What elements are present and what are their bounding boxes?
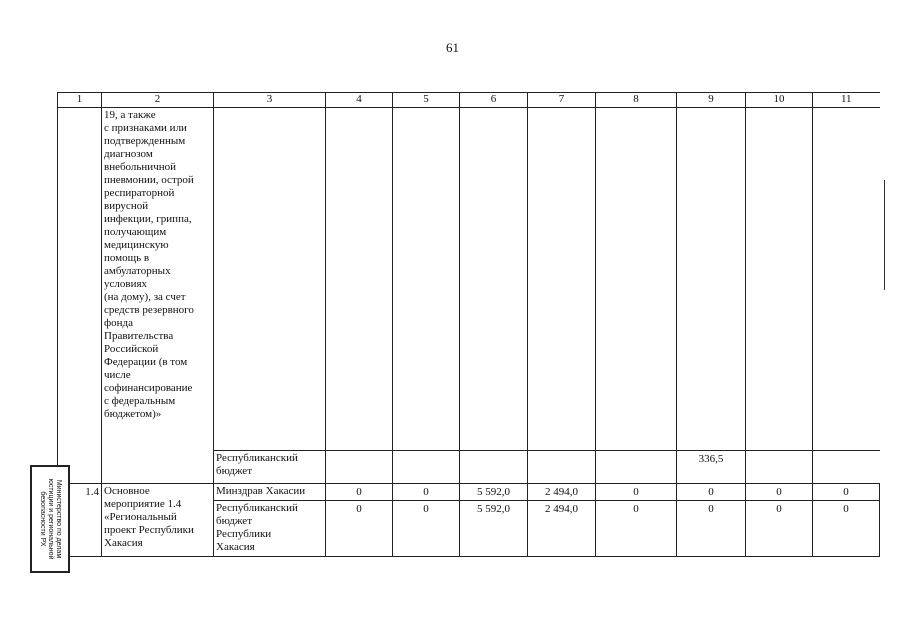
budget-table xyxy=(57,92,880,557)
value-cell xyxy=(677,108,746,451)
page-number: 61 xyxy=(446,40,459,55)
header-cell: 7 xyxy=(528,93,596,108)
header-cell: 5 xyxy=(393,93,460,108)
value-cell: 5 592,0 xyxy=(460,501,528,557)
value-cell xyxy=(813,108,880,451)
header-cell: 2 xyxy=(102,93,214,108)
header-cell: 3 xyxy=(214,93,326,108)
value-cell xyxy=(596,108,677,451)
header-cell: 8 xyxy=(596,93,677,108)
header-cell: 4 xyxy=(326,93,393,108)
value-cell xyxy=(528,451,596,484)
value-cell: 5 592,0 xyxy=(460,484,528,501)
value-cell xyxy=(746,108,813,451)
header-cell: 10 xyxy=(746,93,813,108)
measure-row-ministry xyxy=(58,484,880,501)
stamp-text: Министерство по делам юстиции и региональной безопасности РХ xyxy=(39,478,62,560)
source-cell: Минздрав Хакасии xyxy=(214,484,326,501)
value-cell xyxy=(326,451,393,484)
description-cell: Основное мероприятие 1.4 «Региональный проект Республики Хакасия xyxy=(102,484,214,557)
source-cell-empty xyxy=(214,108,326,451)
value-cell: 0 xyxy=(677,484,746,501)
value-cell: 0 xyxy=(746,484,813,501)
header-cell: 1 xyxy=(58,93,102,108)
description-cell: 19, а также с признаками или подтвержденным диагнозом внебольничной пневмонии, острой респираторной вирусной инфекции, гриппа, получающим медицинскую помощь в амбулаторных условиях (на дому), за счет средств резервного фонда Правительства Российской Федерации (в том числе софинансирование с федеральным бюджетом)» xyxy=(102,108,214,484)
value-cell xyxy=(460,451,528,484)
value-cell xyxy=(596,451,677,484)
continued-row-top xyxy=(58,108,880,451)
scan-edge-line xyxy=(884,180,885,290)
value-cell: 0 xyxy=(813,501,880,557)
value-cell: 0 xyxy=(677,501,746,557)
value-cell: 0 xyxy=(393,484,460,501)
source-cell: Республиканский бюджет xyxy=(214,451,326,484)
code-cell: 1.4 xyxy=(58,484,102,557)
value-cell: 2 494,0 xyxy=(528,484,596,501)
value-cell: 0 xyxy=(596,484,677,501)
value-cell: 336,5 xyxy=(677,451,746,484)
value-cell: 0 xyxy=(746,501,813,557)
header-cell: 9 xyxy=(677,93,746,108)
value-cell xyxy=(746,451,813,484)
registration-stamp xyxy=(30,465,70,573)
value-cell: 0 xyxy=(813,484,880,501)
value-cell xyxy=(528,108,596,451)
source-cell: Республиканский бюджет Республики Хакасия xyxy=(214,501,326,557)
value-cell xyxy=(813,451,880,484)
value-cell: 0 xyxy=(326,484,393,501)
header-cell: 11 xyxy=(813,93,880,108)
header-cell: 6 xyxy=(460,93,528,108)
value-cell xyxy=(393,451,460,484)
header-row xyxy=(58,93,880,108)
value-cell: 2 494,0 xyxy=(528,501,596,557)
value-cell xyxy=(326,108,393,451)
value-cell: 0 xyxy=(596,501,677,557)
value-cell: 0 xyxy=(326,501,393,557)
value-cell xyxy=(460,108,528,451)
value-cell: 0 xyxy=(393,501,460,557)
value-cell xyxy=(393,108,460,451)
code-cell xyxy=(58,108,102,484)
